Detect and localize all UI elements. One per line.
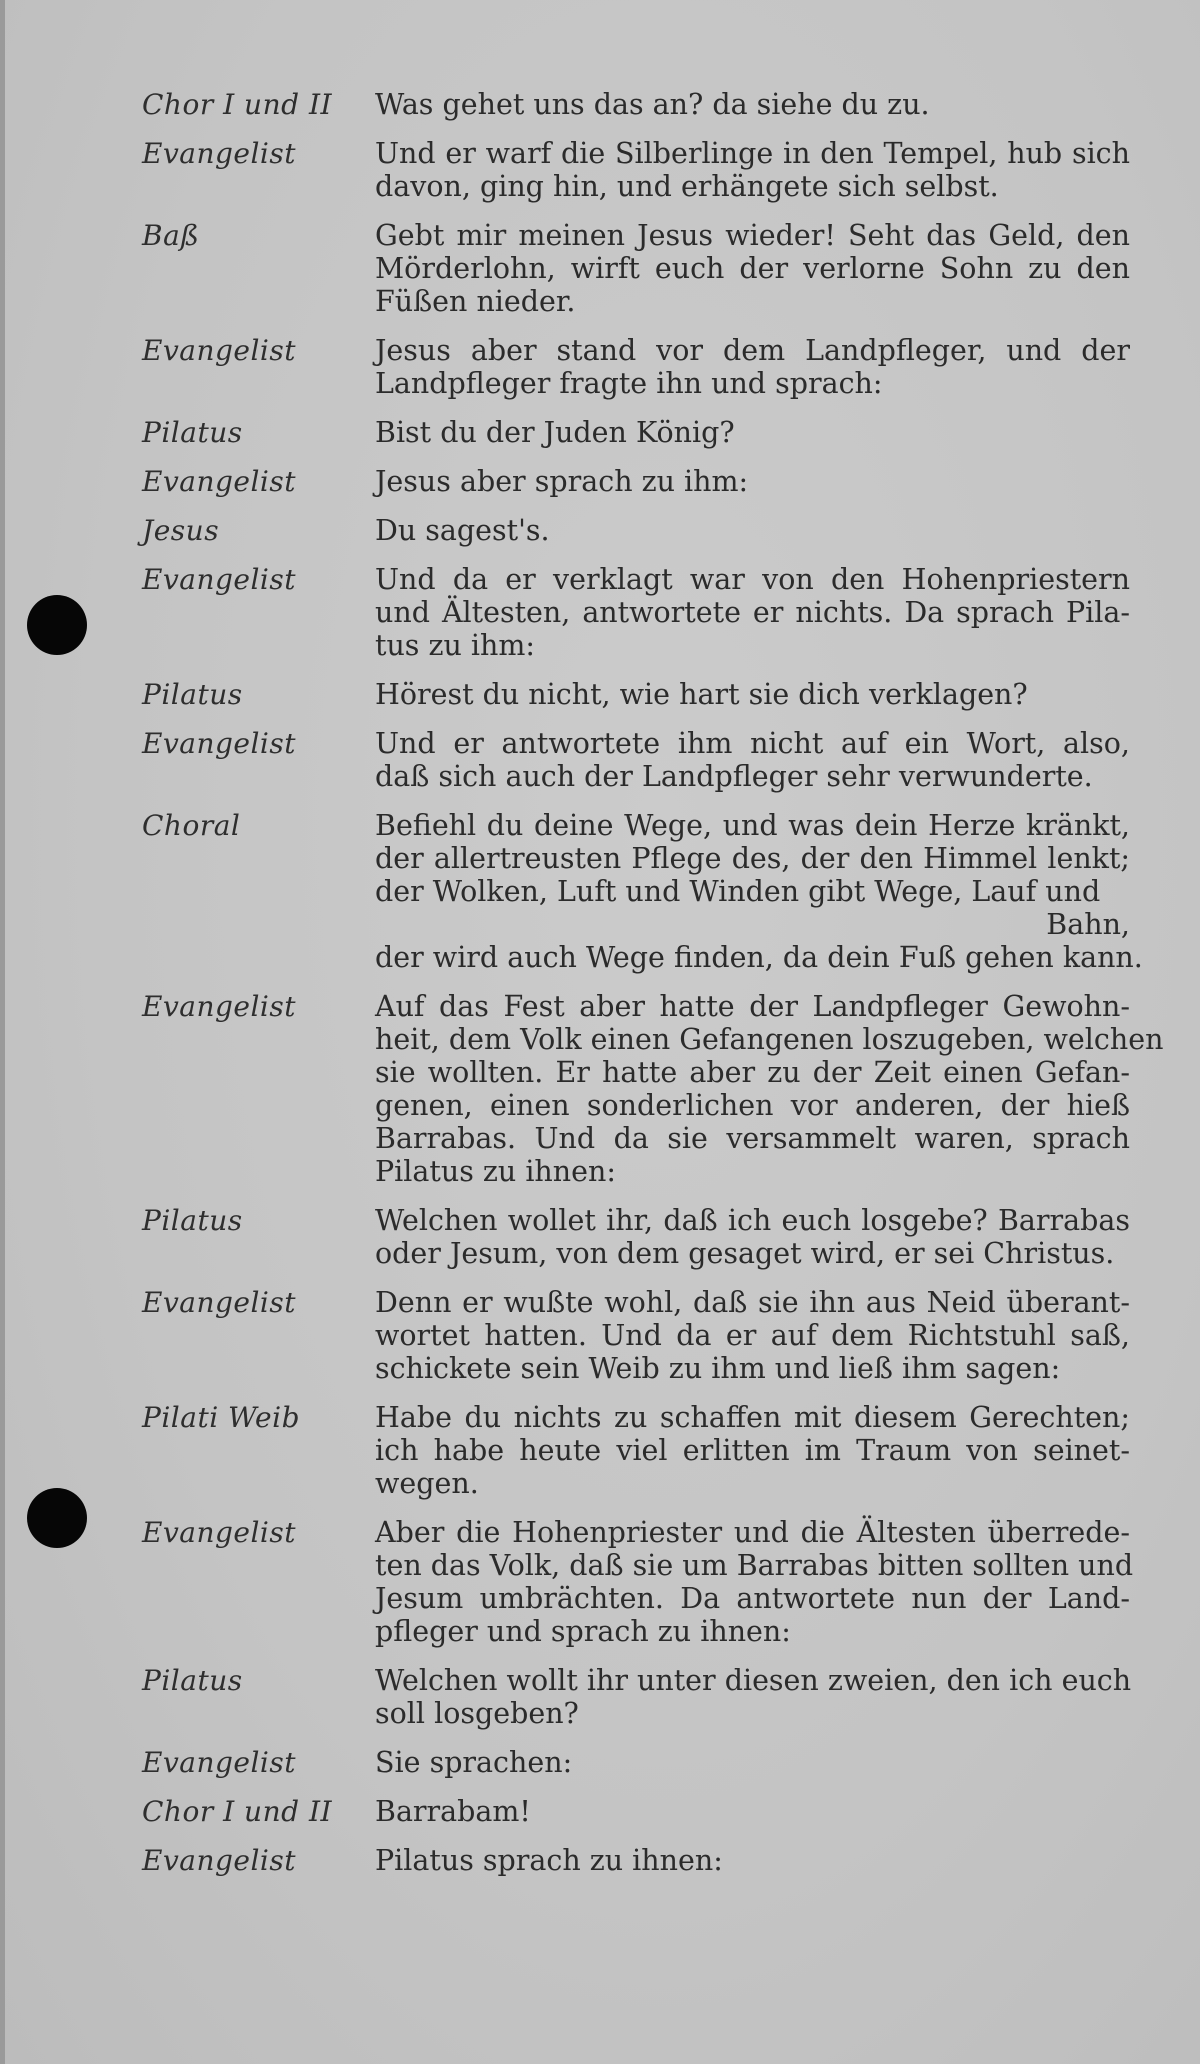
speech-text xyxy=(375,990,1164,1188)
text-line: ten das Volk, daß sie um Barrabas bitten sollten und xyxy=(375,1549,1134,1582)
libretto-entry xyxy=(142,465,1142,498)
text-line: Jesus aber stand vor dem Landpfleger, und der xyxy=(375,334,1130,367)
speech-text xyxy=(375,1401,1130,1500)
libretto-entry xyxy=(142,137,1142,203)
text-line: Was gehet uns das an? da siehe du zu. xyxy=(375,88,930,121)
text-line: der wird auch Wege finden, da dein Fuß gehen kann. xyxy=(375,941,1143,974)
speech-text xyxy=(375,1516,1134,1648)
text-line: sie wollten. Er hatte aber zu der Zeit einen Gefan- xyxy=(375,1056,1130,1089)
speech-text xyxy=(375,1746,1130,1779)
text-line: heit, dem Volk einen Gefangenen loszugeben, welchen xyxy=(375,1023,1164,1056)
speaker-label: Evangelist xyxy=(142,990,297,1023)
speech-text xyxy=(375,334,1130,400)
speaker-label: Pilatus xyxy=(142,1204,243,1237)
libretto-entry xyxy=(142,1204,1142,1270)
libretto-entry xyxy=(142,1746,1142,1779)
libretto-entry xyxy=(142,1516,1142,1648)
speaker-label: Evangelist xyxy=(142,563,297,596)
text-line: ich habe heute viel erlitten im Traum von seinet- xyxy=(375,1434,1130,1467)
text-line: Habe du nichts zu schaffen mit diesem Gerechten; xyxy=(375,1401,1130,1434)
text-line: Barrabas. Und da sie versammelt waren, sprach xyxy=(375,1122,1130,1155)
text-line: Barrabam! xyxy=(375,1795,531,1828)
speech-text xyxy=(375,465,1130,498)
speaker-label: Chor I und II xyxy=(142,1795,333,1828)
libretto-entry xyxy=(142,1401,1142,1500)
libretto-entry xyxy=(142,334,1142,400)
speaker-label: Evangelist xyxy=(142,1286,297,1319)
text-line: wegen. xyxy=(375,1467,479,1500)
text-line: Auf das Fest aber hatte der Landpfleger Gewohn- xyxy=(375,990,1130,1023)
speech-text xyxy=(375,1844,1130,1877)
speech-text xyxy=(375,88,1130,121)
libretto-entry xyxy=(142,1286,1142,1385)
speaker-label: Choral xyxy=(142,809,241,842)
text-line: und Ältesten, antwortete er nichts. Da sprach Pila- xyxy=(375,596,1130,629)
libretto-text xyxy=(142,88,1164,1893)
speech-text xyxy=(375,1664,1130,1730)
libretto-entry xyxy=(142,514,1142,547)
speaker-label: Jesus xyxy=(142,514,220,547)
text-line: Landpfleger fragte ihn und sprach: xyxy=(375,367,883,400)
speaker-label: Evangelist xyxy=(142,1516,297,1549)
page-edge-shadow xyxy=(0,0,5,2064)
text-line: Befiehl du deine Wege, und was dein Herze kränkt, xyxy=(375,809,1130,842)
text-line: der allertreusten Pflege des, der den Himmel lenkt; xyxy=(375,842,1130,875)
speech-text xyxy=(375,727,1130,793)
text-line: Und er warf die Silberlinge in den Tempel, hub sich xyxy=(375,137,1130,170)
text-line: Welchen wollet ihr, daß ich euch losgebe? Barrabas xyxy=(375,1204,1130,1237)
speaker-label: Baß xyxy=(142,219,200,252)
text-line: Sie sprachen: xyxy=(375,1746,573,1779)
libretto-entry xyxy=(142,416,1142,449)
text-line: Bist du der Juden König? xyxy=(375,416,735,449)
text-line: wortet hatten. Und da er auf dem Richtstuhl saß, xyxy=(375,1319,1130,1352)
text-line: schickete sein Weib zu ihm und ließ ihm sagen: xyxy=(375,1352,1061,1385)
speaker-label: Pilatus xyxy=(142,416,243,449)
text-line: soll losgeben? xyxy=(375,1697,579,1730)
speech-text xyxy=(375,219,1130,318)
speaker-label: Pilatus xyxy=(142,678,243,711)
text-line: der Wolken, Luft und Winden gibt Wege, Lauf und xyxy=(375,875,1101,908)
text-line: Gebt mir meinen Jesus wieder! Seht das Geld, den xyxy=(375,219,1130,252)
speaker-label: Evangelist xyxy=(142,334,297,367)
text-line: davon, ging hin, und erhängete sich selbst. xyxy=(375,170,999,203)
libretto-entry xyxy=(142,1795,1142,1828)
text-line: Du sagest's. xyxy=(375,514,550,547)
libretto-entry xyxy=(142,1844,1142,1877)
text-line: Mörderlohn, wirft euch der verlorne Sohn zu den xyxy=(375,252,1130,285)
speaker-label: Evangelist xyxy=(142,1746,297,1779)
text-line: Aber die Hohenpriester und die Ältesten überrede- xyxy=(375,1516,1130,1549)
speech-text xyxy=(375,1204,1130,1270)
speech-text xyxy=(375,678,1130,711)
text-line: Füßen nieder. xyxy=(375,285,576,318)
text-line: Pilatus zu ihnen: xyxy=(375,1155,616,1188)
punch-hole xyxy=(27,1488,87,1548)
text-line: tus zu ihm: xyxy=(375,629,536,662)
speaker-label: Evangelist xyxy=(142,1844,297,1877)
text-line: oder Jesum, von dem gesaget wird, er sei Christus. xyxy=(375,1237,1115,1270)
speaker-label: Pilati Weib xyxy=(142,1401,300,1434)
punch-hole xyxy=(27,595,87,655)
text-line: Bahn, xyxy=(1046,908,1130,941)
speech-text xyxy=(375,1795,1130,1828)
libretto-entry xyxy=(142,563,1142,662)
libretto-entry xyxy=(142,219,1142,318)
text-line: Und er antwortete ihm nicht auf ein Wort, also, xyxy=(375,727,1130,760)
speech-text xyxy=(375,514,1130,547)
speech-text xyxy=(375,563,1130,662)
speaker-label: Chor I und II xyxy=(142,88,333,121)
libretto-entry xyxy=(142,990,1164,1188)
libretto-entry xyxy=(142,727,1142,793)
text-line: daß sich auch der Landpfleger sehr verwunderte. xyxy=(375,760,1093,793)
speaker-label: Evangelist xyxy=(142,137,297,170)
text-line: pfleger und sprach zu ihnen: xyxy=(375,1615,791,1648)
text-line: Hörest du nicht, wie hart sie dich verklagen? xyxy=(375,678,1028,711)
speech-text xyxy=(375,809,1143,974)
text-line: Jesum umbrächten. Da antwortete nun der Land- xyxy=(375,1582,1130,1615)
text-line: Denn er wußte wohl, daß sie ihn aus Neid überant- xyxy=(375,1286,1130,1319)
speech-text xyxy=(375,1286,1130,1385)
text-line: Und da er verklagt war von den Hohenpriestern xyxy=(375,563,1130,596)
speech-text xyxy=(375,416,1130,449)
libretto-entry xyxy=(142,88,1142,121)
text-line: Pilatus sprach zu ihnen: xyxy=(375,1844,723,1877)
libretto-entry xyxy=(142,809,1142,974)
speaker-label: Pilatus xyxy=(142,1664,243,1697)
libretto-entry xyxy=(142,678,1142,711)
speaker-label: Evangelist xyxy=(142,727,297,760)
speaker-label: Evangelist xyxy=(142,465,297,498)
text-line: Welchen wollt ihr unter diesen zweien, den ich euch xyxy=(375,1664,1132,1697)
text-line: Jesus aber sprach zu ihm: xyxy=(375,465,749,498)
text-line: genen, einen sonderlichen vor anderen, der hieß xyxy=(375,1089,1130,1122)
libretto-entry xyxy=(142,1664,1142,1730)
speech-text xyxy=(375,137,1130,203)
